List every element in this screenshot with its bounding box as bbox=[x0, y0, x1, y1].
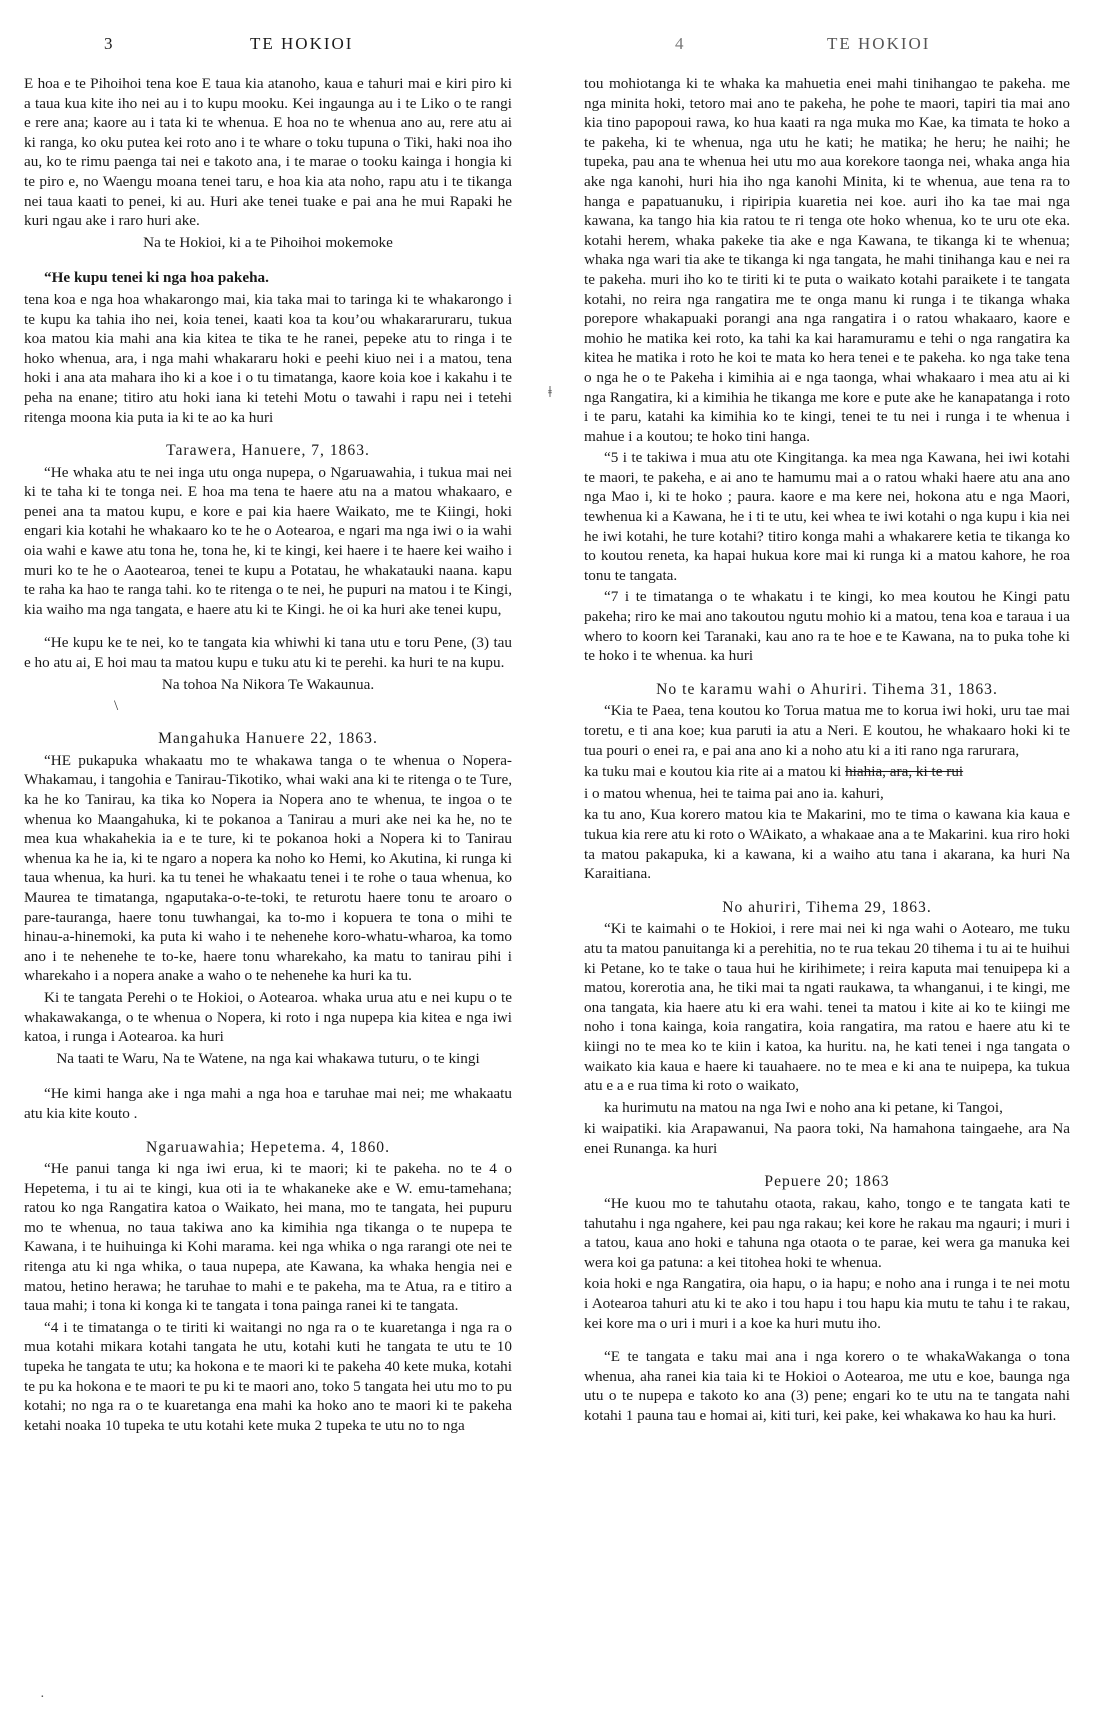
section-gap bbox=[24, 621, 512, 633]
page-header bbox=[0, 34, 1114, 58]
article-tahutahu: “He kuou mo te tahutahu otaota, rakau, kaho, tongo e te tangata kati te tahutahu i nga ngahere, kei pau nga rakau; kei kore he rakau ma ngauri; i muri i a tatou, kaua ano hoki e tahuna nga otaota o te parae, kei wera ga manuka kei wera koi ga patuna: a kei titohea hoki te whenua. bbox=[584, 1195, 1070, 1271]
article-paea-cont: i o matou whenua, hei te taima pai ano ia. kahuri, bbox=[584, 784, 884, 802]
dateline-pepuere: Pepuere 20; 1863 bbox=[764, 1173, 890, 1191]
article-paea: “Kia te Paea, tena koutou ko Torua matua me to korua iwi hoki, uru tae mai toretu, e ti ana koe; kua paruti ia atu a Neri. E koutou, he whakaaro hoki ki te tua pouri o enei ra, e pai ana ano ki a noho atu ki a iti rano nga rarurara, bbox=[584, 702, 1070, 759]
signature-hokioi: Na te Hokioi, ki a te Pihoihoi mokemoke bbox=[143, 233, 393, 251]
signature-nikora: Na tohoa Na Nikora Te Wakaunua. bbox=[161, 675, 375, 693]
article-makarini: ka tu ano, Kua korero matou kia te Makarini, mo te tima o kawana kia kaua e tukua kia rere atu ki roto o WAikato, a whakaae ana a te Makarini. kua riro hoki ta matou pakapuka, ki a kawana, ki a waiho atu tana i akarana, ka huri Na Karaitiana. bbox=[584, 806, 1070, 883]
article-pihoihoi: E hoa e te Pihoihoi tena koe E taua kia atanoho, kaua e tahuri mai e kiri piro ki a taua kua kite iho nei au i to kupu mooku. Kei ingaunga au i te Liko o te rangi e rere ana; kaore au i tata ki te whenua. E hoa no te whenua ano au, rere atu ai ki ranga, ko oku putea kei roto ano i te whare o toku tupuna o Tiki, haki noa iho au, ko te rimu paenga tai nei e takoto ana, i te marae o tooku kainga i hongia ki te piro e, no Waengu moana tenei taru, e hoa kia ata noho, rapu atu i te tikanga nei taua kaati to penei, ki au. Huri ake tenei tuake e pai ana he mui Rapaki he kuri ngau ake i raro huri ake. bbox=[24, 75, 512, 230]
section-gap bbox=[584, 1335, 1070, 1347]
struck-text: hiahia, ara, ki te rui bbox=[845, 763, 964, 781]
running-title: TE HOKIOI bbox=[250, 34, 354, 53]
ink-arrow-mark: \ bbox=[114, 698, 119, 715]
article-tiriti-waitangi: “4 i te timatanga o te tiriti ki waitangi no nga ra o te kuaretanga i nga ra o mua kotahi mikara kotahi tangata he utu, kotahi kuti he tangata te utu te 10 tupeka he tangata te utu; ka hokona e te maori ki te pakeha 40 kete muka, kotahi te pu ka hokona e te maori te pu ki te maori ano, toko 5 tangata hei utu mo to pu kotahi; no nga ra o te kuaretanga ena mahi ka hoko ano te maori ki te pakeha ketahi noaka 10 tupeka te utu kotahi kete muka 2 tupeka te utu no to nga bbox=[24, 1318, 512, 1434]
left-column bbox=[24, 74, 512, 1708]
article-hoa-pakeha: tena koa e nga hoa whakarongo mai, kia taka mai to taringa ki te whakarongo i te kupu ka tahia iho nei, koia tenei, kaati koa ta kou’ou whakararuraru, tukua koa matou kia mahi ana kia kitea te tika te he ranei, pepeke atu to ringa i te hoko whenua, ara, i nga mahi whakararu hoki e peehi kiuo nei i a matou, tena hoki i ana ata mahara iho ki a koe i o tu timatanga, kaore koia koe i kakahu i te peha na enane; titiro atu hoki iana ki tetehi Motu o tawahi i rapu nei i tetehi ritenga moona kia puta ia ki te ao ka huri bbox=[24, 290, 512, 426]
article-paea-line bbox=[584, 762, 1070, 782]
article-paea-lead: ka tuku mai e koutou kia rite ai a matou ki bbox=[584, 763, 842, 781]
gutter-ink-mark: ǂ bbox=[548, 384, 552, 401]
right-page-marker: 4 bbox=[675, 34, 684, 53]
dateline-tarawera: Tarawera, Hanuere, 7, 1863. bbox=[166, 442, 370, 460]
article-kingitanga: “5 i te takiwa i mua atu ote Kingitanga. ka mea nga Kawana, hei iwi kotahi te maori, te pakeha, e ai ano te hamumu mai a o ratou whaki haere atu ana ano nga Mao i, ki te hoko ; paura. kaore e ma kere nei, hokona atu e nga Maori, tewhenua ki a Kawana, he i ti te utu, kei whea te iwi kotahi o nga kupu i kia nei he iwi kotahi, he ture kotahi? titiro konga mahi a whakarere ketia te tikanga ko to koutou reneta, ka hapai hukua kore mai ki runga ki a matou kahore, he roa tonu te tangata. bbox=[584, 449, 1070, 584]
dateline-ahuriri: No ahuriri, Tihema 29, 1863. bbox=[722, 898, 932, 916]
right-running-title: TE HOKIOI bbox=[827, 34, 931, 53]
page-number: 3 bbox=[104, 34, 113, 53]
signature-waipatiki: ki waipatiki. kia Arapawanui, Na paora toki, Na hamahona taingaehe, ara Na enei Runanga. ka huri bbox=[584, 1120, 1070, 1157]
right-column bbox=[584, 74, 1070, 1708]
article-whakawa-whenua: “HE pukapuka whakaatu mo te whakawa tanga o te whenua o Nopera-Whakamau, i tangohia e Tanirau-Tikotiko, whai waki ana ki te ritenga o te Ture, ka he ko Tanirau, ka tika ko Nopera ia Nopera ano te whenua, te ingoa o te whenua ko Maangahuka, ki te pokanoa a Tanirau a muri ake nei ka he, no te mea kua whakahekia ia e te ture, ki te pokanoa hoki a Nopera ki to Tanirau whenua ka he ia, ki te ngaro a nopera ka noho ko Hemi, ko Akutina, ki runga ki taua whenua, ka huri. ka tu tenei he whakaatu tenei i te rohe o taua whenua, ko Maurea te timatanga, ngaputaka-o-te-toki, te returotu haere tonu te aroaro o pare-tauranga, haere tonu tuwhangai, ka to-mo i kopuera te tona o mihi te hinau-a-hinemoki, ka puta ki waho i te nehenehe koro-whatu-wharoa, ka tomo ano i te nehenehe te to-ke, haere tonu wharekaho, ka matu to tanirau pihi i wharekaho i a nopera anake a waho o te nehenehe ka huri ka tu. bbox=[24, 751, 512, 985]
article-mohiotanga: tou mohiotanga ki te whaka ka mahuetia enei mahi tinihangao te pakeha. me nga minita hoki, tetoro mai ano te pakeha, he pohe te maori, tapiri tia mai ano kia tino papopoui rawa, ko hua kaati ra nga muka mo Kae, ka timata te hoko a te pakeha, ki te whenua, nga utu he kati; he matika; he heru; he naihi; he tupeka, pau ana te whenua hei utu mo aua korekore taonga nei, whaka anga hia ake nga kanohi, huri hia iho nga kanohi Minita, ki te whenua, aue tena ra to hanga e papatuanuku, i ripiripia kuaretia nei koe. auri iho ka tae mai nga kawana, ka tango hia kia ratou te ri tenga ote hoko whenua, ko te uru ote eka. kotahi herem, whaka pakeke tia ake e nga Kawana, te tikanga ki te whenua; whaka nga wari tia ake te tikanga ki nga tangata, he mahi tinihanga kau e nei ra te pakeha. muri iho ko te tiriti ki te puta o waikato kotahi paraikete i te tangata kotahi, no reira nga rangatira me te onga manu ki runga i te tikanga whaka porepore whakapuaki porangi ana nga rangatira i o ratou whakaaro, kaore e mohio he matika kei roto, ka tahi ka kai haramuramu e tehi o nga rangatira ka kitea he matika i roto he koi te mata ko hera tenei e te pakeha. ko nga take tena o nga he o te Pakeha i kimihia ai e nga taonga, whai whakaaro i mea atu ai ki nga Rangatira, ki a kimihia he tikanga me kore e pute ake he kanapatanga i roto i te paru, katahi ka kimihia ko te kingi, tenei te tu nei i runga i te whenua i mahue i a koutou; te hoko tini hanga. bbox=[584, 75, 1070, 445]
section-gap bbox=[24, 256, 512, 268]
article-timatanga-kingi: “7 i te timatanga o te whakatu i te kingi, ko mea koutou he Kingi patu pakeha; riro ke mai ano takoutou ngutu mohio ki a matou, tena koa e taraua i ua whero to koorn kei Taranaki, kau ano ra te hoe e te Kawana, na to puka tohe ki te hoko i te whenua. ka huri bbox=[584, 588, 1070, 665]
signature-petane: ka hurimutu na matou na nga Iwi e noho ana ki petane, ki Tangoi, bbox=[604, 1098, 1003, 1116]
article-tarawera: “He whaka atu te nei inga utu onga nupepa, o Ngaruawahia, i tukua mai nei ki te taha ki te tonga nei. E hoa ma tena te haere atu na a matou whakaaro, e penei ana ta matou kupu, e kore e pai kia haere Waikato, me te Kiingi, hoki engari kia kotahi he whakaaro ko te he o Aotearoa, e ngari ma nga iwi o ia wahi oia wahi e kawe atu tona he, tona he, ki te kingi, kei haere i te haere kei waiho i muri ko te he o Aaotearoa, tenei te kupu a Potatau, he whakatauki naana. kapu te raha ka hao te ranga tahi. ko te ritenga o te nei, he pupuri na matou i te Kingi, kia waiho ma nga tangata, e haere atu ki te Kingi. he oi ka huri ake tenei kupu, bbox=[24, 463, 512, 618]
article-kupu-utu: “He kupu ke te nei, ko te tangata kia whiwhi ki tana utu e toru Pene, (3) tau e ho atu ai, E hoi mau ta matou kupu e tuku atu ki te perehi. ka huri te na kupu. bbox=[24, 634, 512, 672]
article-kaimahi-hokioi: “Ki te kaimahi o te Hokioi, i rere mai nei ki nga wahi o Aotearo, me tuku atu ta matou panuitanga ki a perehitia, no te rua tekau 20 tihema i tu ai te huihui ki Petane, ko te take o taua hui he kirihimete; i reira kaputa mai tenuipepa ki a matou, korerotia ana, he tiki mai ta ngati raukawa, ta whanganui, i te kingi, me ona tangata, kia haere atu ki era wahi. tenei ta matou i kite ai ko te kiingi me noho i tona kainga, koia rangatira, koia rangatira, ma ratou e haere atu ki te kiingi no te mea ko te kiin i katoa, ka huritu. na, he kati tenei i nga tangata o waikato kia kaua e haere ki tauahaere. no te mea e ki ana te nuipepa, ka tukua atu e a e rua tima ki roto o waikato, bbox=[584, 920, 1070, 1095]
article-tahutahu-end: koia hoki e nga Rangatira, oia hapu, o ia hapu; e noho ana i runga i te nei motu i Aotearoa tahuri atu ki te ako i tou hapu i tou hapu kia mutu te tahu i te rakau, kei kore ma o uri i muri i a koe ka huri mutu iho. bbox=[584, 1275, 1070, 1332]
article-kimi-hanga: “He kimi hanga ake i nga mahi a nga hoa e taruhae mai nei; me whakaatu atu kia kite kouto . bbox=[24, 1085, 512, 1122]
section-gap bbox=[24, 1072, 512, 1084]
dateline-ngaruawahia: Ngaruawahia; Hepetema. 4, 1860. bbox=[145, 1138, 391, 1156]
heading-kupu-pakeha: “He kupu tenei ki nga hoa pakeha. bbox=[44, 269, 269, 287]
signature-kai-whakawa: Na taati te Waru, Na te Watene, na nga kai whakawa tuturu, o te kingi bbox=[56, 1049, 480, 1067]
bottom-mark: · bbox=[40, 1690, 45, 1705]
article-panui-tanga: “He panui tanga ki nga iwi erua, ki te maori; ki te pakeha. no te 4 o Hepetema, i tu ai te kingi, kua oti ia te whakaneke ake e W. emu-tamehana; ratou ko nga Rangatira katoa o Waikato, hei mana, mo te tangata, hei pupuru mo te whenua, no taua takiwa ano ka kimihia nga tikanga o te nupepa te Kawana, i te huihuinga ki Kohi marama. kei nga whika o nga rarangi ote nei te ritenga atu ki nga whika, o taua nupepa, ate Kawana, ka whaka hengia nei e matou, hetino herawa; he taruhae to mahi e te pakeha, ma te Atua, ra e titiro a taua mahi; i tona ki konga ki te tangata i tona painga ranei ki te tangata. bbox=[24, 1160, 512, 1315]
article-tangata-perehi: Ki te tangata Perehi o te Hokioi, o Aotearoa. whaka urua atu e nei kupu o te whakawakanga, o te whenua o Nopera, ki roto i nga nupepa kia kitea e nga iwi katoa, i runga i Aotearoa. ka huri bbox=[24, 988, 512, 1046]
dateline-mangahuka: Mangahuka Hanuere 22, 1863. bbox=[158, 730, 378, 748]
article-whakawakanga: “E te tangata e taku mai ana i nga korero o te whakaWakanga o tona whenua, aha ranei kia taia ki te Hokioi o Aotearoa, me utu e koe, baunga nga utu o te nupepa e takoto ko ana (3) pene; engari ko te utu na te tangata nahi kotahi 1 pauna tau e homai ai, kiti turi, kei pake, kei whakawa ko hau ka huri. bbox=[584, 1348, 1070, 1424]
dateline-karamu: No te karamu wahi o Ahuriri. Tihema 31, 1863. bbox=[656, 680, 998, 698]
